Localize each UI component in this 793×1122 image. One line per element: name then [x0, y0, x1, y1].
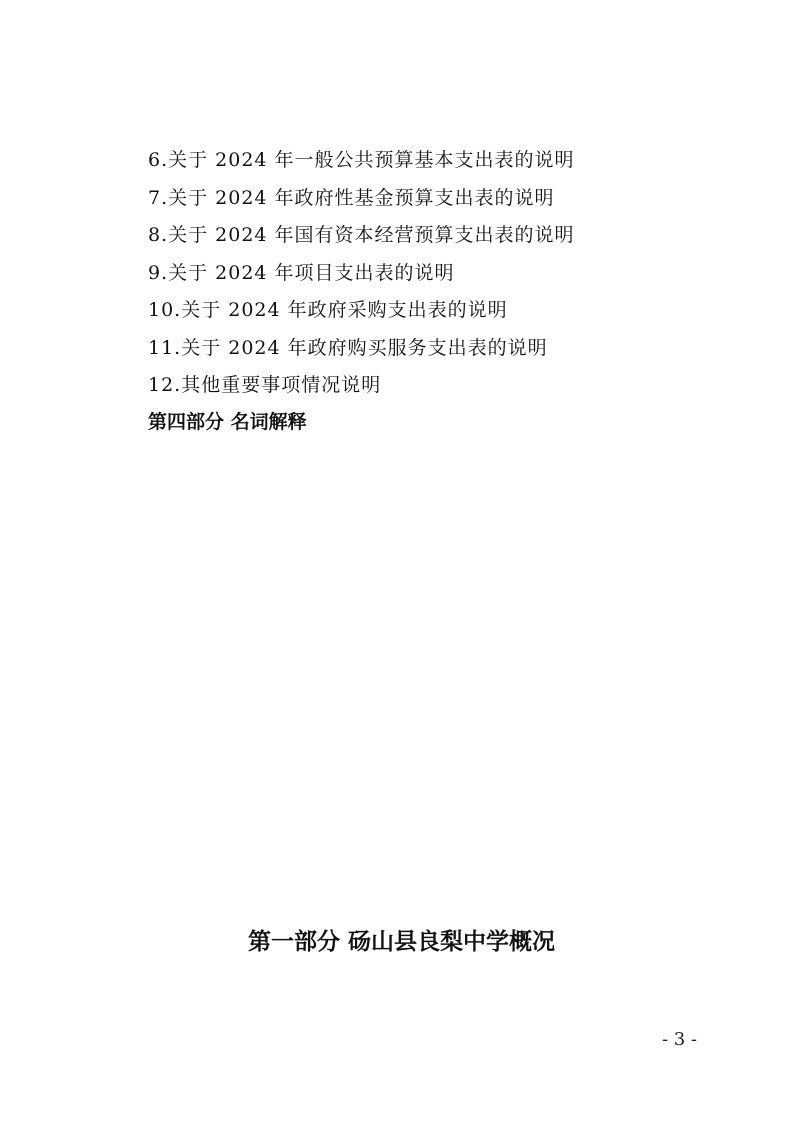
part-title: 第一部分 砀山县良梨中学概况: [247, 929, 555, 955]
toc-item: 12.其他重要事项情况说明: [148, 374, 382, 396]
page-number: - 3 -: [661, 1029, 697, 1050]
table-of-contents: [148, 142, 575, 405]
toc-section-heading: 第四部分 名词解释: [148, 411, 307, 433]
toc-item: 9.关于 2024 年项目支出表的说明: [148, 261, 455, 284]
toc-item: 10.关于 2024 年政府采购支出表的说明: [148, 299, 508, 321]
toc-item: 11.关于 2024 年政府购买服务支出表的说明: [148, 336, 548, 359]
toc-item: 7.关于 2024 年政府性基金预算支出表的说明: [148, 186, 555, 209]
toc-item: 6.关于 2024 年一般公共预算基本支出表的说明: [148, 149, 575, 171]
toc-item: 8.关于 2024 年国有资本经营预算支出表的说明: [148, 224, 575, 246]
